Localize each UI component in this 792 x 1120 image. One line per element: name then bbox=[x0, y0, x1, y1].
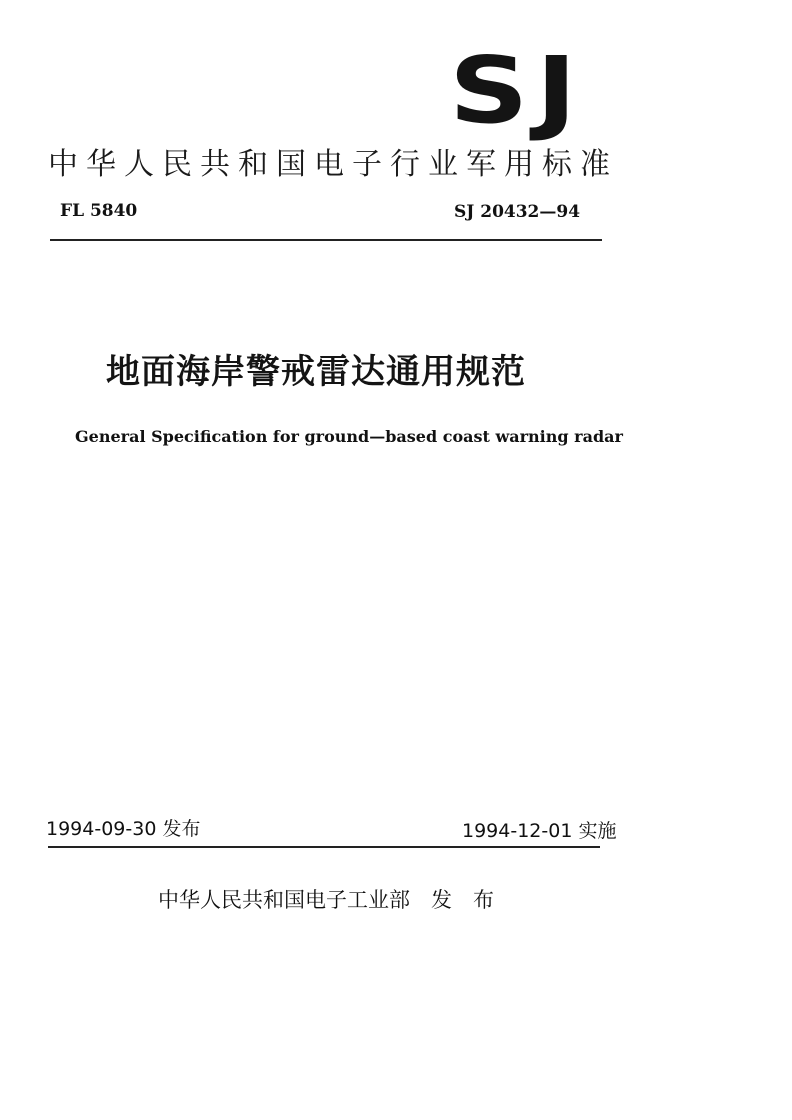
standard-number: SJ 20432—94 bbox=[454, 202, 581, 222]
header-divider bbox=[50, 239, 602, 241]
classification-code: FL 5840 bbox=[60, 201, 138, 221]
document-title-english: General Specification for ground—based coast warning radar bbox=[75, 427, 623, 446]
publisher: 中华人民共和国电子工业部 发 布 bbox=[158, 888, 494, 912]
document-title-chinese: 地面海岸警戒雷达通用规范 bbox=[106, 352, 526, 392]
standard-logo: SJ bbox=[449, 37, 584, 144]
effective-date: 1994-12-01 实施 bbox=[462, 820, 617, 842]
issue-date: 1994-09-30 发布 bbox=[46, 818, 201, 840]
footer-divider bbox=[48, 846, 600, 848]
org-title: 中华人民共和国电子行业军用标准 bbox=[48, 147, 618, 182]
